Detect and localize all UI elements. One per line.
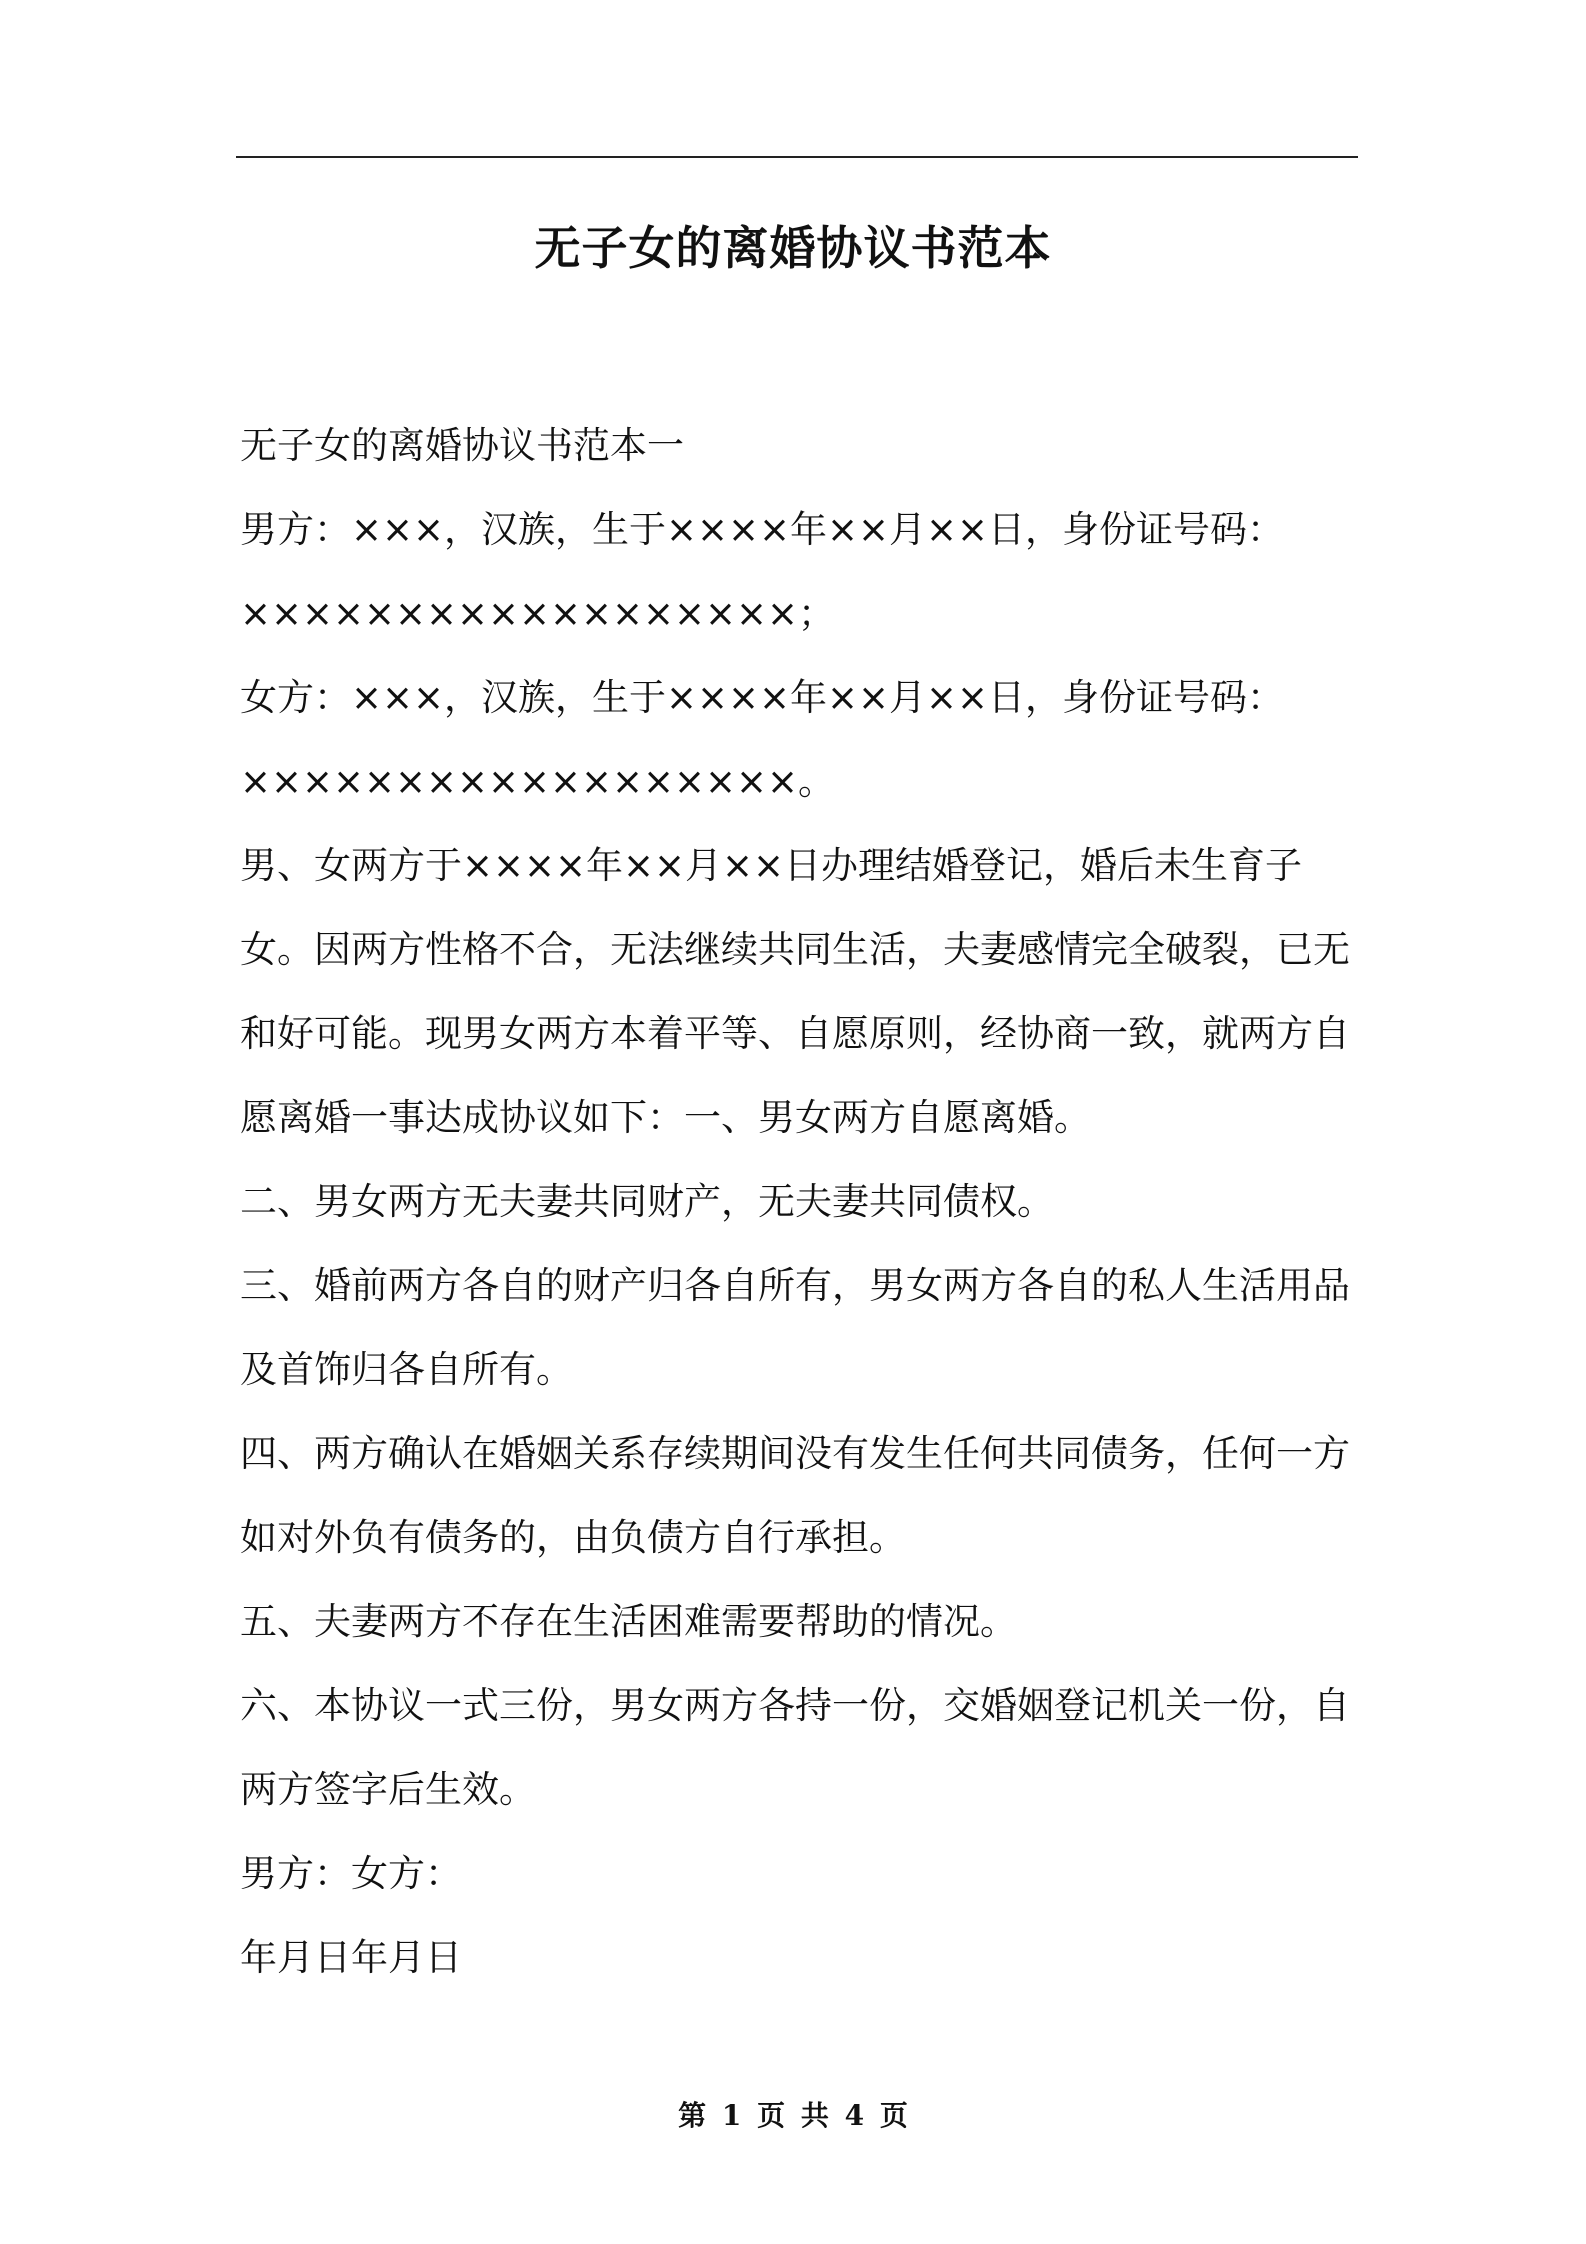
body-line: 如对外负有债务的，由负债方自行承担。 bbox=[240, 1516, 906, 1559]
body-line: 男方：×××，汉族，生于××××年××月××日，身份证号码： bbox=[240, 508, 1285, 551]
body-line: 六、本协议一式三份，男女两方各持一份，交婚姻登记机关一份，自 bbox=[240, 1684, 1350, 1727]
signature-line: 男方：女方： bbox=[240, 1852, 462, 1895]
body-line: 男、女两方于××××年××月××日办理结婚登记，婚后未生育子 bbox=[240, 844, 1303, 887]
header-divider bbox=[236, 156, 1358, 158]
body-line: 和好可能。现男女两方本着平等、自愿原则，经协商一致，就两方自 bbox=[240, 1012, 1350, 1055]
page-number-footer: 第 1 页 共 4 页 bbox=[678, 2099, 908, 2132]
document-body bbox=[240, 404, 1358, 2000]
body-line: 二、男女两方无夫妻共同财产，无夫妻共同债权。 bbox=[240, 1180, 1054, 1223]
date-line: 年月日年月日 bbox=[240, 1936, 462, 1979]
body-line: ××××××××××××××××××。 bbox=[240, 760, 836, 803]
body-line: 三、婚前两方各自的财产归各自所有，男女两方各自的私人生活用品 bbox=[240, 1264, 1350, 1307]
section-heading: 无子女的离婚协议书范本一 bbox=[240, 424, 684, 467]
document-title: 无子女的离婚协议书范本 bbox=[534, 221, 1052, 275]
body-line: 四、两方确认在婚姻关系存续期间没有发生任何共同债务，任何一方 bbox=[240, 1432, 1350, 1475]
body-line: 五、夫妻两方不存在生活困难需要帮助的情况。 bbox=[240, 1600, 1017, 1643]
body-line: 女。因两方性格不合，无法继续共同生活，夫妻感情完全破裂，已无 bbox=[240, 928, 1350, 971]
body-line: ××××××××××××××××××； bbox=[240, 592, 836, 635]
body-line: 女方：×××，汉族，生于××××年××月××日，身份证号码： bbox=[240, 676, 1285, 719]
body-line: 愿离婚一事达成协议如下：一、男女两方自愿离婚。 bbox=[240, 1096, 1091, 1139]
body-line: 两方签字后生效。 bbox=[240, 1768, 536, 1811]
body-line: 及首饰归各自所有。 bbox=[240, 1348, 573, 1391]
